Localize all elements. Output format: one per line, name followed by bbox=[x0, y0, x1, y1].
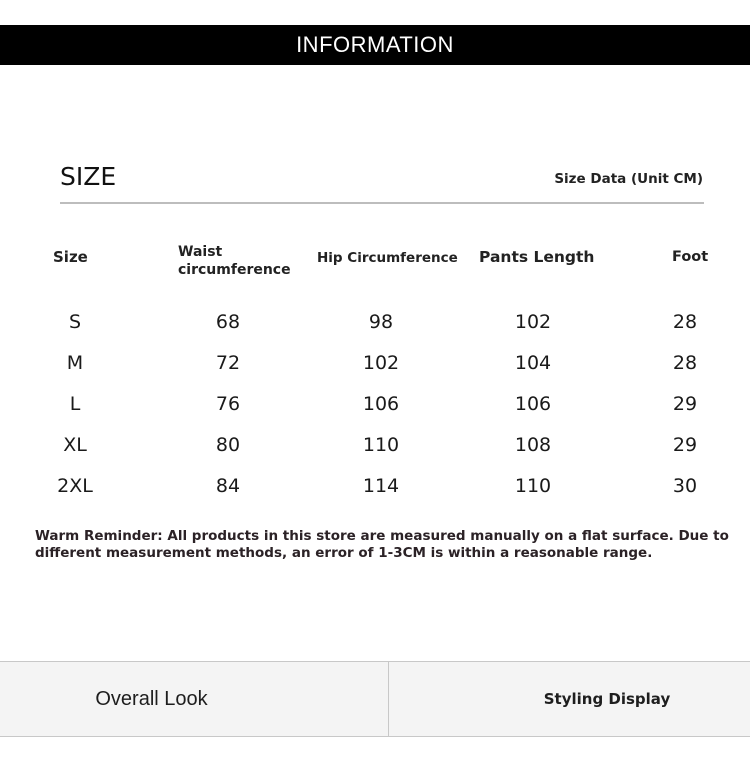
cell-hip: 110 bbox=[362, 434, 400, 456]
cell-pants-length: 110 bbox=[514, 475, 552, 497]
unit-note: Size Data (Unit CM) bbox=[554, 171, 703, 187]
header-waist bbox=[178, 243, 291, 279]
cell-pants-length: 104 bbox=[514, 352, 552, 374]
divider bbox=[60, 202, 704, 204]
information-banner bbox=[0, 25, 750, 65]
cell-hip: 106 bbox=[362, 393, 400, 415]
cell-pants-length: 102 bbox=[514, 311, 552, 333]
header-foot: Foot bbox=[672, 249, 709, 265]
cell-foot: 28 bbox=[672, 352, 698, 374]
header-waist-line1: Waist bbox=[178, 244, 223, 260]
tab-styling-display[interactable] bbox=[389, 661, 750, 737]
cell-hip: 102 bbox=[362, 352, 400, 374]
cell-size: 2XL bbox=[57, 475, 93, 497]
tab-overall-look[interactable] bbox=[0, 661, 389, 737]
cell-foot: 29 bbox=[672, 393, 698, 415]
size-heading: SIZE bbox=[60, 162, 117, 191]
cell-hip: 98 bbox=[368, 311, 394, 333]
banner-title: INFORMATION bbox=[296, 32, 454, 57]
cell-foot: 29 bbox=[672, 434, 698, 456]
cell-pants-length: 108 bbox=[514, 434, 552, 456]
cell-size: XL bbox=[63, 434, 87, 456]
header-pants-length: Pants Length bbox=[479, 248, 595, 266]
tab-styling-display-label: Styling Display bbox=[543, 690, 671, 708]
table-row bbox=[0, 475, 750, 505]
tab-overall-look-label: Overall Look bbox=[95, 687, 208, 710]
table-row bbox=[0, 434, 750, 464]
cell-waist: 76 bbox=[215, 393, 241, 415]
cell-size: S bbox=[68, 311, 82, 333]
table-row bbox=[0, 352, 750, 382]
cell-size: L bbox=[69, 393, 81, 415]
warm-reminder: Warm Reminder: All products in this store are measured manually on a flat surface. Due to different measurement methods, an error of 1-3CM is within a reasonable range. bbox=[35, 528, 729, 561]
table-row bbox=[0, 311, 750, 341]
header-hip: Hip Circumference bbox=[317, 250, 458, 266]
cell-size: M bbox=[66, 352, 84, 374]
cell-pants-length: 106 bbox=[514, 393, 552, 415]
cell-waist: 84 bbox=[215, 475, 241, 497]
cell-waist: 68 bbox=[215, 311, 241, 333]
cell-hip: 114 bbox=[362, 475, 400, 497]
cell-waist: 72 bbox=[215, 352, 241, 374]
cell-foot: 30 bbox=[672, 475, 698, 497]
header-waist-line2: circumference bbox=[178, 262, 291, 278]
cell-waist: 80 bbox=[215, 434, 241, 456]
header-size: Size bbox=[53, 248, 88, 266]
cell-foot: 28 bbox=[672, 311, 698, 333]
table-row bbox=[0, 393, 750, 423]
